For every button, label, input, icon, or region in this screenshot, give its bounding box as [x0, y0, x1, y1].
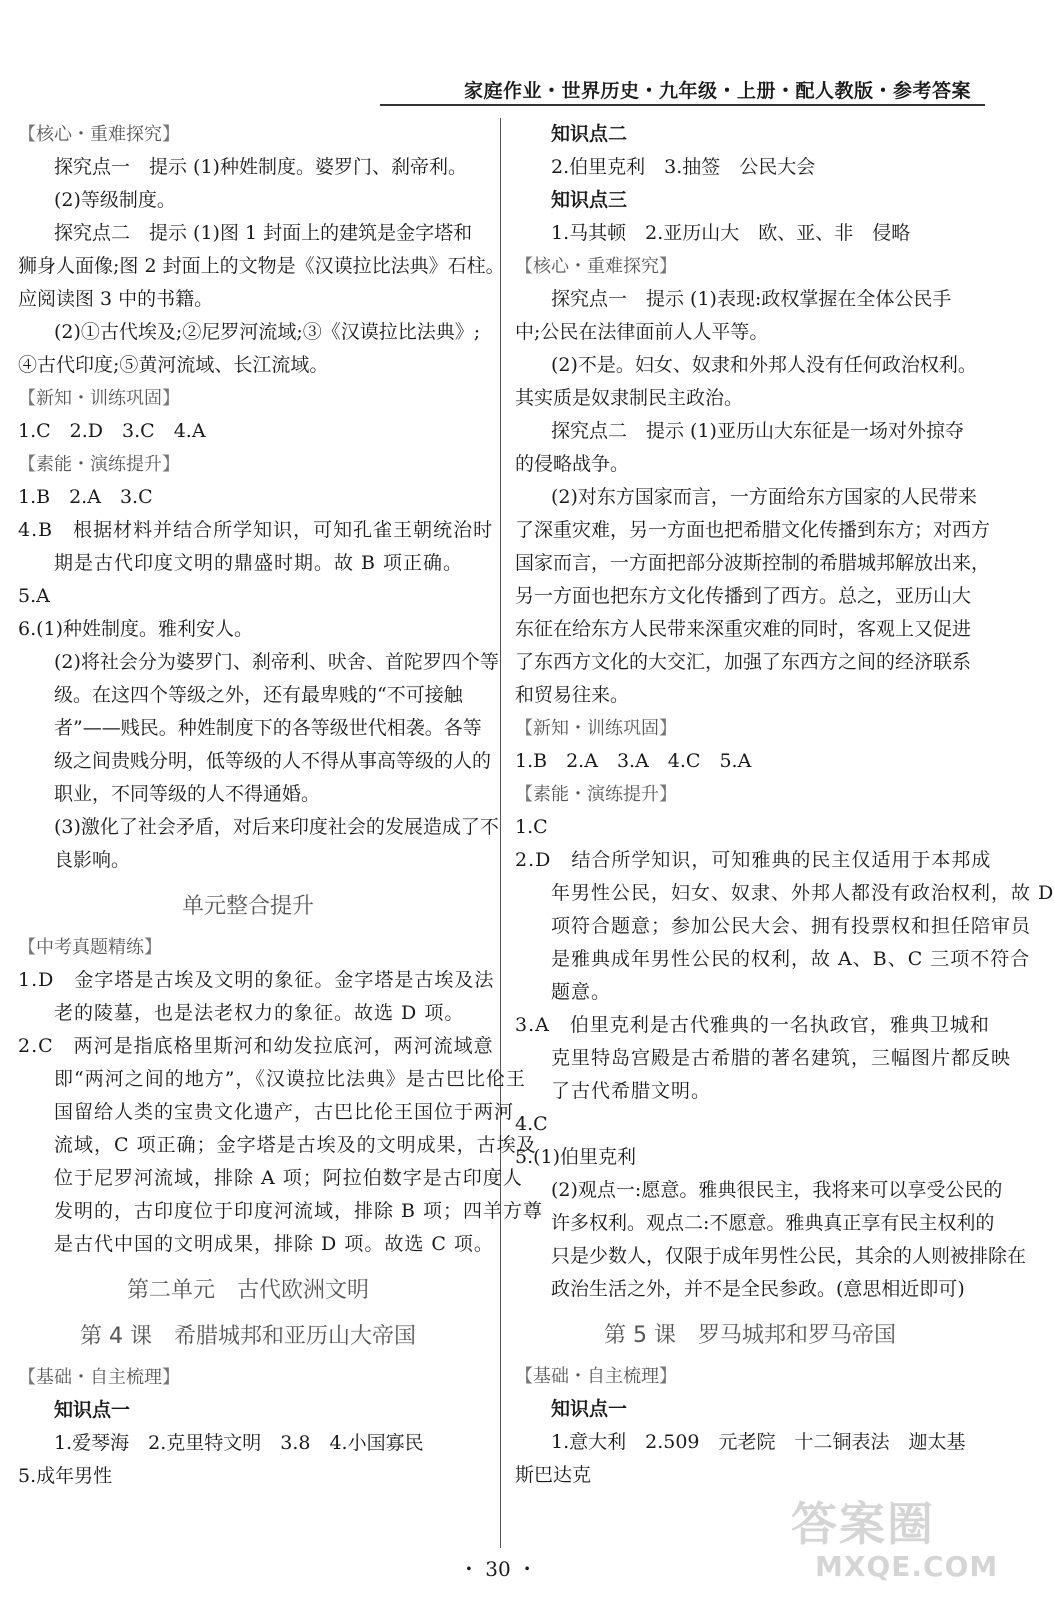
answer-line: 是古代中国的文明成果，排除 D 项。故选 C 项。: [54, 1233, 494, 1255]
answer-line: 1.爱琴海 2.克里特文明 3.8 4.小国寡民: [54, 1432, 424, 1454]
answer-line: 斯巴达克: [515, 1464, 592, 1486]
unit-heading: 单元整合提升: [181, 894, 314, 919]
page-header: [380, 76, 985, 102]
knowledge-point-label: 知识点三: [551, 189, 628, 211]
section-tag: 【核心・重难探究】: [18, 124, 180, 145]
section-tag: 【基础・自主梳理】: [515, 1366, 677, 1387]
answer-line: 的侵略战争。: [515, 453, 630, 475]
section-tag: 【基础・自主梳理】: [18, 1367, 180, 1388]
answer-line: (2)等级制度。: [54, 189, 176, 211]
watermark-text-top: 答案圈: [791, 1497, 935, 1551]
answer-line: 位于尼罗河流域，排除 A 项；阿拉伯数字是古印度人: [54, 1167, 523, 1189]
watermark-logo: [785, 1488, 999, 1588]
answer-line: 探究点一 提示 (1)表现:政权掌握在全体公民手: [551, 288, 952, 310]
answer-line: 5.成年男性: [18, 1465, 113, 1487]
answer-line: 2.C 两河是指底格里斯河和幼发拉底河，两河流域意: [18, 1035, 494, 1057]
answer-line: 3.A 伯里克利是古代雅典的一名执政官，雅典卫城和: [515, 1014, 990, 1036]
lesson-4-heading: 第 4 课 希腊城邦和亚历山大帝国: [80, 1324, 416, 1349]
knowledge-point-label: 知识点一: [551, 1398, 628, 1420]
answer-line: 1.马其顿 2.亚历山大 欧、亚、非 侵略: [551, 222, 911, 244]
answer-line: 东征在给东方人民带来深重灾难的同时，客观上又促进: [515, 618, 972, 640]
answer-line: 1.B 2.A 3.C: [18, 486, 153, 508]
answer-line: (2)①古代埃及;②尼罗河流域;③《汉谟拉比法典》;: [54, 321, 481, 343]
column-divider: [500, 118, 501, 1548]
answer-line: 许多权利。观点二:不愿意。雅典真正享有民主权利的: [551, 1212, 995, 1234]
answer-line: 国留给人类的宝贵文化遗产，古巴比伦王国位于两河: [54, 1101, 515, 1123]
answer-line: 1.C: [515, 816, 548, 838]
section-tag: 【素能・演练提升】: [18, 454, 180, 475]
page-number: ・ 30 ・: [458, 1557, 538, 1581]
answer-line: 1.意大利 2.509 元老院 十二铜表法 迦太基: [551, 1431, 966, 1453]
answer-line: 级。在这四个等级之外，还有最卑贱的“不可接触: [54, 684, 463, 706]
answer-line: 1.C 2.D 3.C 4.A: [18, 420, 206, 442]
answer-line: 者”——贱民。种姓制度下的各等级世代相袭。各等: [54, 717, 482, 739]
answer-line: 良影响。: [54, 849, 131, 871]
right-column: [515, 118, 1054, 1492]
answer-line: 国家而言，一方面把部分波斯控制的希腊城邦解放出来，: [515, 552, 991, 574]
answer-line: 级之间贵贱分明，低等级的人不得从事高等级的人的: [54, 750, 492, 772]
section-tag: 【新知・训练巩固】: [515, 718, 677, 739]
answer-line: 1.B 2.A 3.A 4.C 5.A: [515, 750, 752, 772]
header-rule: [380, 104, 985, 106]
section-tag: 【素能・演练提升】: [515, 784, 677, 805]
answer-line: 其实质是奴隶制民主政治。: [515, 387, 744, 409]
section-tag: 【中考真题精练】: [18, 937, 162, 958]
answer-line: 只是少数人，仅限于成年男性公民，其余的人则被排除在: [551, 1245, 1027, 1267]
answer-line: 5.(1)伯里克利: [515, 1146, 637, 1168]
answer-line: (3)激化了社会矛盾，对后来印度社会的发展造成了不: [54, 816, 499, 838]
section-tag: 【新知・训练巩固】: [18, 388, 180, 409]
answer-line: 应阅读图 3 中的书籍。: [18, 288, 214, 310]
answer-line: 题意。: [551, 981, 612, 1003]
lesson-5-heading: 第 5 课 罗马城邦和罗马帝国: [604, 1323, 896, 1348]
knowledge-point-label: 知识点一: [54, 1399, 131, 1421]
answer-line: 4.B 根据材料并结合所学知识，可知孔雀王朝统治时: [18, 519, 494, 541]
answer-line: 了深重灾难，另一方面也把希腊文化传播到东方；对西方: [515, 519, 991, 541]
answer-line: 另一方面也把东方文化传播到了西方。总之，亚历山大: [515, 585, 972, 607]
header-title: 家庭作业・世界历史・九年级・上册・配人教版・参考答案: [463, 80, 971, 102]
watermark-text-bottom: MXQE.COM: [815, 1550, 999, 1583]
answer-line: 即“两河之间的地方”，《汉谟拉比法典》是古巴比伦王: [54, 1068, 526, 1090]
answer-line: 是雅典成年男性公民的权利，故 A、B、C 三项不符合: [551, 948, 1031, 970]
unit-2-heading: 第二单元 古代欧洲文明: [126, 1278, 369, 1303]
answer-line: 和贸易往来。: [515, 684, 630, 706]
answer-line: (2)观点一:愿意。雅典很民主，我将来可以享受公民的: [551, 1179, 1003, 1201]
answer-line: 职业，不同等级的人不得通婚。: [54, 783, 321, 805]
section-tag: 【核心・重难探究】: [515, 256, 677, 277]
answer-line: 政治生活之外，并不是全民参政。(意思相近即可): [551, 1278, 965, 1300]
answer-line: 年男性公民，妇女、奴隶、外邦人都没有政治权利，故 D: [551, 882, 1054, 904]
answer-line: 了古代希腊文明。: [551, 1080, 712, 1102]
answer-line: (2)对东方国家而言，一方面给东方国家的人民带来: [551, 486, 977, 508]
answer-line: 老的陵墓，也是法老权力的象征。故选 D 项。: [54, 1002, 465, 1024]
answer-line: (2)将社会分为婆罗门、刹帝利、吠舍、首陀罗四个等: [54, 651, 499, 673]
answer-line: 探究点一 提示 (1)种姓制度。婆罗门、刹帝利。: [54, 156, 467, 178]
answer-line: 流域，C 项正确；金字塔是古埃及的文明成果，古埃及: [54, 1134, 537, 1156]
answer-line: 了东西方文化的大交汇，加强了东西方之间的经济联系: [515, 651, 972, 673]
knowledge-point-label: 知识点二: [551, 123, 628, 145]
answer-line: 2.D 结合所学知识，可知雅典的民主仅适用于本邦成: [515, 849, 992, 871]
answer-line: 探究点二 提示 (1)图 1 封面上的建筑是金字塔和: [54, 222, 473, 244]
answer-line: 1.D 金字塔是古埃及文明的象征。金字塔是古埃及法: [18, 969, 495, 991]
answer-line: 狮身人面像;图 2 封面上的文物是《汉谟拉比法典》石柱。: [18, 255, 505, 277]
answer-line: 期是古代印度文明的鼎盛时期。故 B 项正确。: [54, 552, 464, 574]
answer-line: 项符合题意；参加公民大会、拥有投票权和担任陪审员: [551, 915, 1032, 937]
answer-line: 5.A: [18, 585, 50, 607]
answer-line: 探究点二 提示 (1)亚历山大东征是一场对外掠夺: [551, 420, 964, 442]
answer-line: 发明的，古印度位于印度河流域，排除 B 项；四羊方尊: [54, 1200, 544, 1222]
answer-line: 6.(1)种姓制度。雅利安人。: [18, 618, 254, 640]
answer-line: 4.C: [515, 1113, 548, 1135]
answer-line: 中;公民在法律面前人人平等。: [515, 321, 769, 343]
answer-line: ④古代印度;⑤黄河流域、长江流域。: [18, 354, 329, 376]
answer-line: 2.伯里克利 3.抽签 公民大会: [551, 156, 816, 178]
answer-line: 克里特岛宫殿是古希腊的著名建筑，三幅图片都反映: [551, 1047, 1012, 1069]
answer-line: (2)不是。妇女、奴隶和外邦人没有任何政治权利。: [551, 354, 977, 376]
